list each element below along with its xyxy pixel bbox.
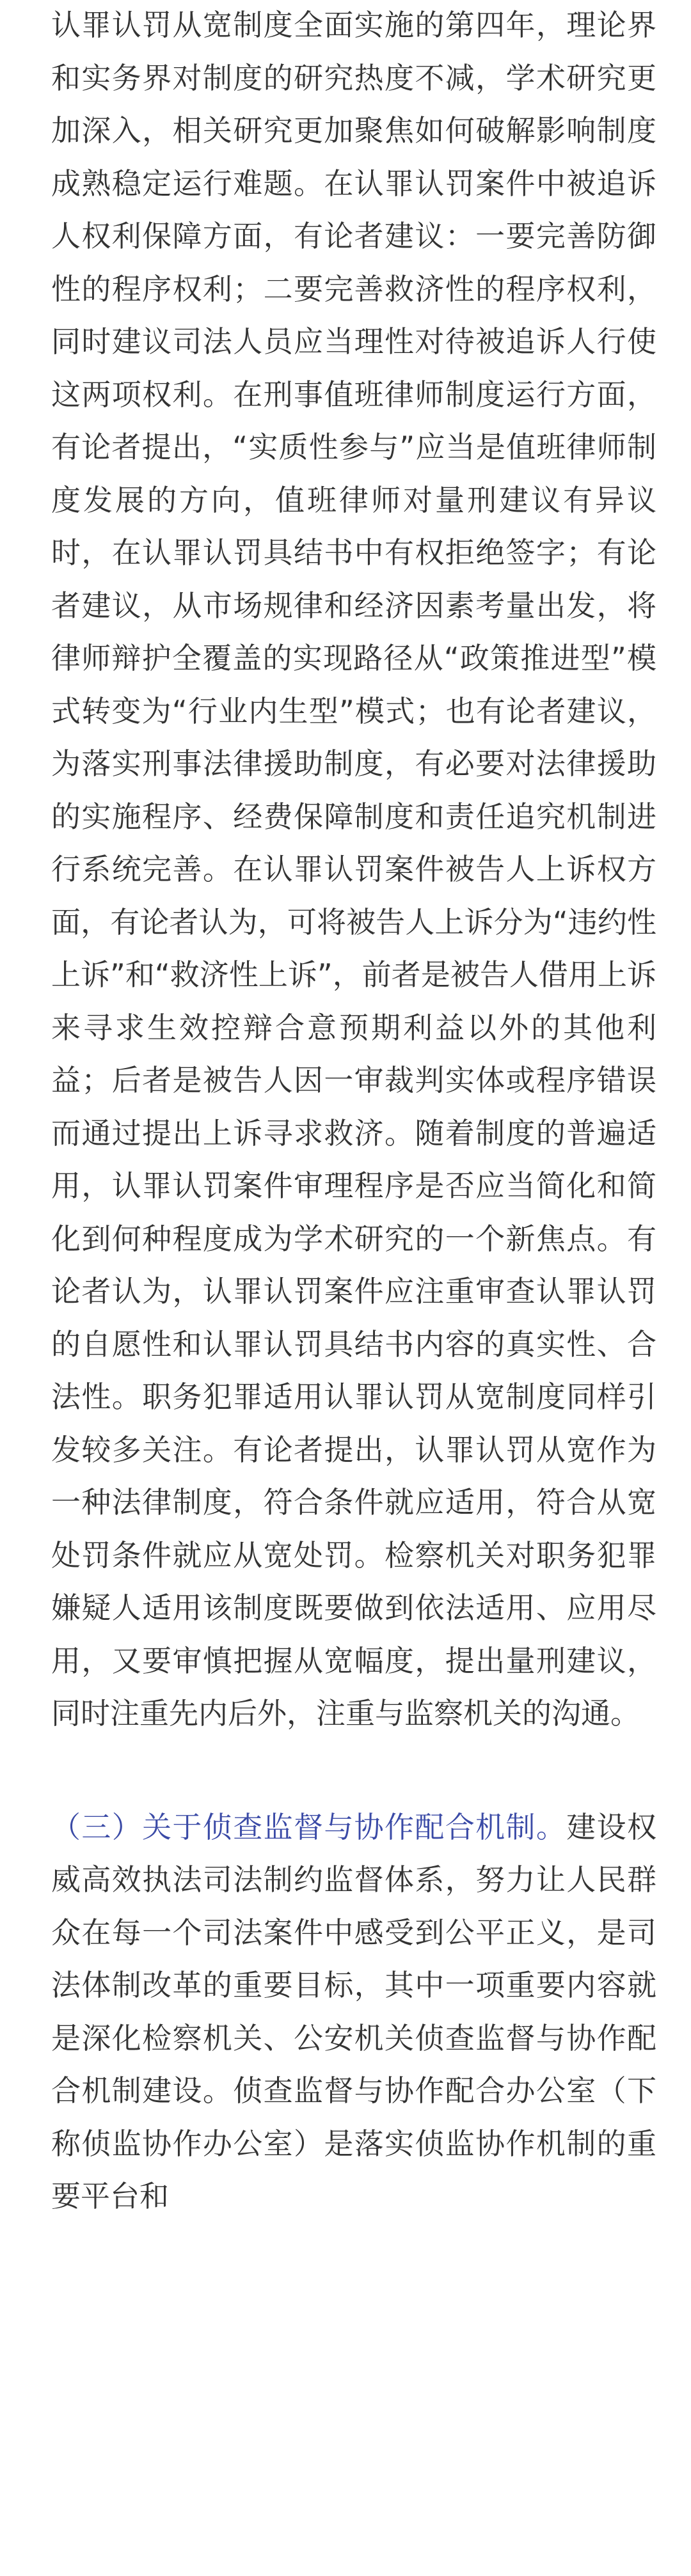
paragraph-investigation-supervision bbox=[51, 1801, 656, 2223]
paragraph-body-text: 建设权威高效执法司法制约监督体系，努力让人民群众在每一个司法案件中感受到公平正义，是司法体制改革的重要目标，其中一项重要内容就是深化检察机关、公安机关侦查监督与协作配合机制建设。侦查监督与协作配合办公室（下称侦监协作办公室）是落实侦监协作机制的重要平台和 bbox=[51, 1809, 657, 2213]
paragraph-plea-leniency-research: 认罪认罚从宽制度全面实施的第四年，理论界和实务界对制度的研究热度不减，学术研究更加深入，相关研究更加聚焦如何破解影响制度成熟稳定运行难题。在认罪认罚案件中被追诉人权利保障方面，有论者建议：一要完善防御性的程序权利；二要完善救济性的程序权利，同时建议司法人员应当理性对待被追诉人行使这两项权利。在刑事值班律师制度运行方面，有论者提出，“实质性参与”应当是值班律师制度发展的方向，值班律师对量刑建议有异议时，在认罪认罚具结书中有权拒绝签字；有论者建议，从市场规律和经济因素考量出发，将律师辩护全覆盖的实现路径从“政策推进型”模式转变为“行业内生型”模式；也有论者建议，为落实刑事法律援助制度，有必要对法律援助的实施程序、经费保障制度和责任追究机制进行系统完善。在认罪认罚案件被告人上诉权方面，有论者认为，可将被告人上诉分为“违约性上诉”和“救济性上诉”，前者是被告人借用上诉来寻求生效控辩合意预期利益以外的其他利益；后者是被告人因一审裁判实体或程序错误而通过提出上诉寻求救济。随着制度的普遍适用，认罪认罚案件审理程序是否应当简化和简化到何种程度成为学术研究的一个新焦点。有论者认为，认罪认罚案件应注重审查认罪认罚的自愿性和认罪认罚具结书内容的真实性、合法性。职务犯罪适用认罪认罚从宽制度同样引发较多关注。有论者提出，认罪认罚从宽作为一种法律制度，符合条件就应适用，符合从宽处罚条件就应从宽处罚。检察机关对职务犯罪嫌疑人适用该制度既要做到依法适用、应用尽用，又要审慎把握从宽幅度，提出量刑建议，同时注重先内后外，注重与监察机关的沟通。 bbox=[51, 8, 656, 1731]
section-heading: （三）关于侦查监督与协作配合机制。 bbox=[51, 1809, 567, 1844]
